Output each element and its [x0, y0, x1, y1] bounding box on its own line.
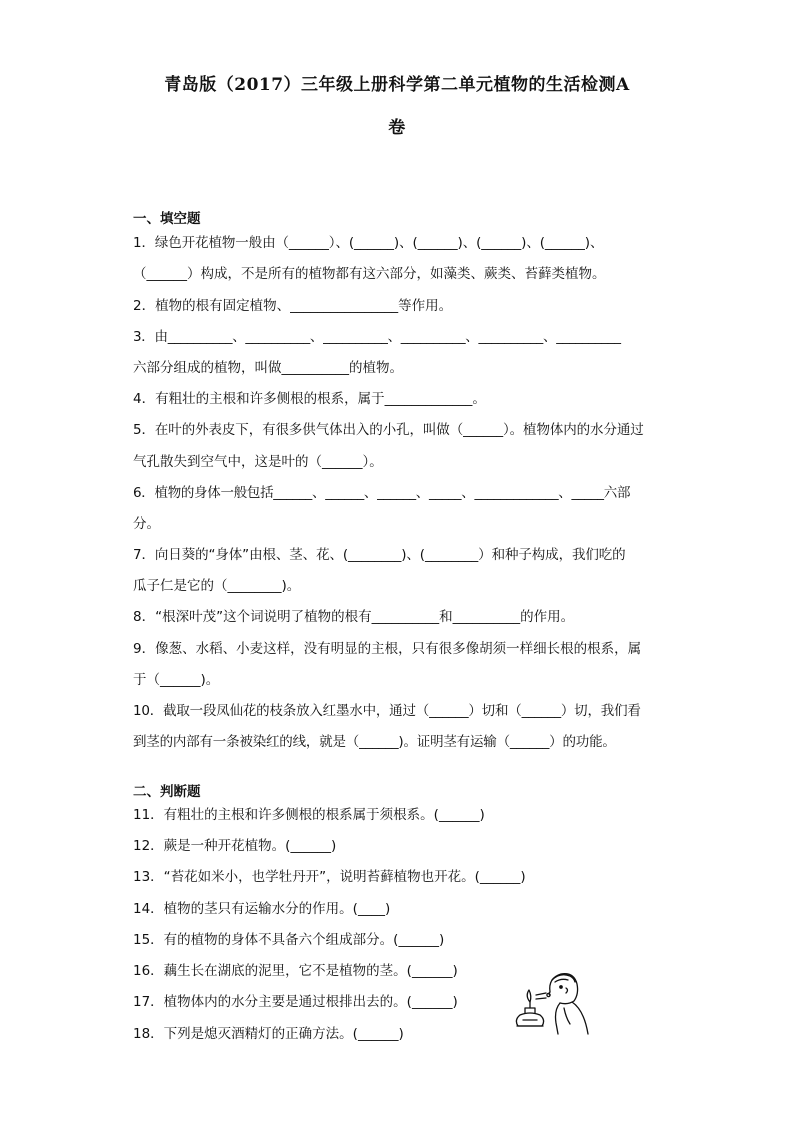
- question-line: 8．“根深叶茂”这个词说明了植物的根有__________和__________的作用。: [133, 609, 575, 625]
- question-line: 分。: [133, 516, 160, 532]
- question-line: 10．截取一段凤仙花的枝条放入红墨水中，通过（______）切和（______）切，我们看: [133, 703, 641, 719]
- question-line: 15．有的植物的身体不具备六个组成部分。(______): [133, 932, 445, 948]
- question-line: 13．“苔花如米小，也学牡丹开”，说明苔藓植物也开花。(______): [133, 869, 526, 885]
- question-line: （______）构成，不是所有的植物都有这六部分，如藻类、蕨类、苔藓类植物。: [133, 266, 606, 282]
- question-line: 六部分组成的植物，叫做__________的植物。: [133, 360, 403, 376]
- section-heading-fill-blank: 一、填空题: [133, 211, 201, 227]
- question-line: 2．植物的根有固定植物、________________等作用。: [133, 298, 453, 314]
- question-line: 3．由__________、__________、__________、__________、__________、__________: [133, 329, 621, 345]
- question-line: 7．向日葵的“身体”由根、茎、花、(________)、(________）和种子构成，我们吃的: [133, 547, 626, 563]
- blowing-out-alcohol-lamp-illustration: [508, 968, 596, 1038]
- question-line: 于（______)。: [133, 672, 220, 688]
- question-line: 12．蕨是一种开花植物。(______): [133, 838, 337, 854]
- question-line: 6．植物的身体一般包括______、______、______、_____、_____________、_____六部: [133, 485, 631, 501]
- page-title: 青岛版（2017）三年级上册科学第二单元植物的生活检测A: [164, 75, 630, 95]
- question-line: 1．绿色开花植物一般由（______）、(______)、(______)、(______)、(______)、: [133, 235, 604, 251]
- question-line: 4．有粗壮的主根和许多侧根的根系，属于_____________。: [133, 391, 486, 407]
- question-line: 11．有粗壮的主根和许多侧根的根系属于须根系。(______): [133, 807, 485, 823]
- question-line: 14．植物的茎只有运输水分的作用。(____): [133, 901, 391, 917]
- page-title-continued: 卷: [388, 118, 406, 138]
- question-line: 16．藕生长在湖底的泥里，它不是植物的茎。(______): [133, 963, 458, 979]
- question-line: 9．像葱、水稻、小麦这样，没有明显的主根，只有很多像胡须一样细长根的根系，属: [133, 641, 642, 657]
- section-heading-true-false: 二、判断题: [133, 784, 201, 800]
- question-line: 18．下列是熄灭酒精灯的正确方法。(______): [133, 1026, 404, 1042]
- question-line: 瓜子仁是它的（________)。: [133, 578, 301, 594]
- question-line: 到茎的内部有一条被染红的线，就是（______)。证明茎有运输（______）的功能。: [133, 734, 616, 750]
- question-line: 5．在叶的外表皮下，有很多供气体出入的小孔，叫做（______）。植物体内的水分通过: [133, 422, 644, 438]
- question-line: 气孔散失到空气中，这是叶的（______）。: [133, 454, 383, 470]
- question-line: 17．植物体内的水分主要是通过根排出去的。(______): [133, 994, 458, 1010]
